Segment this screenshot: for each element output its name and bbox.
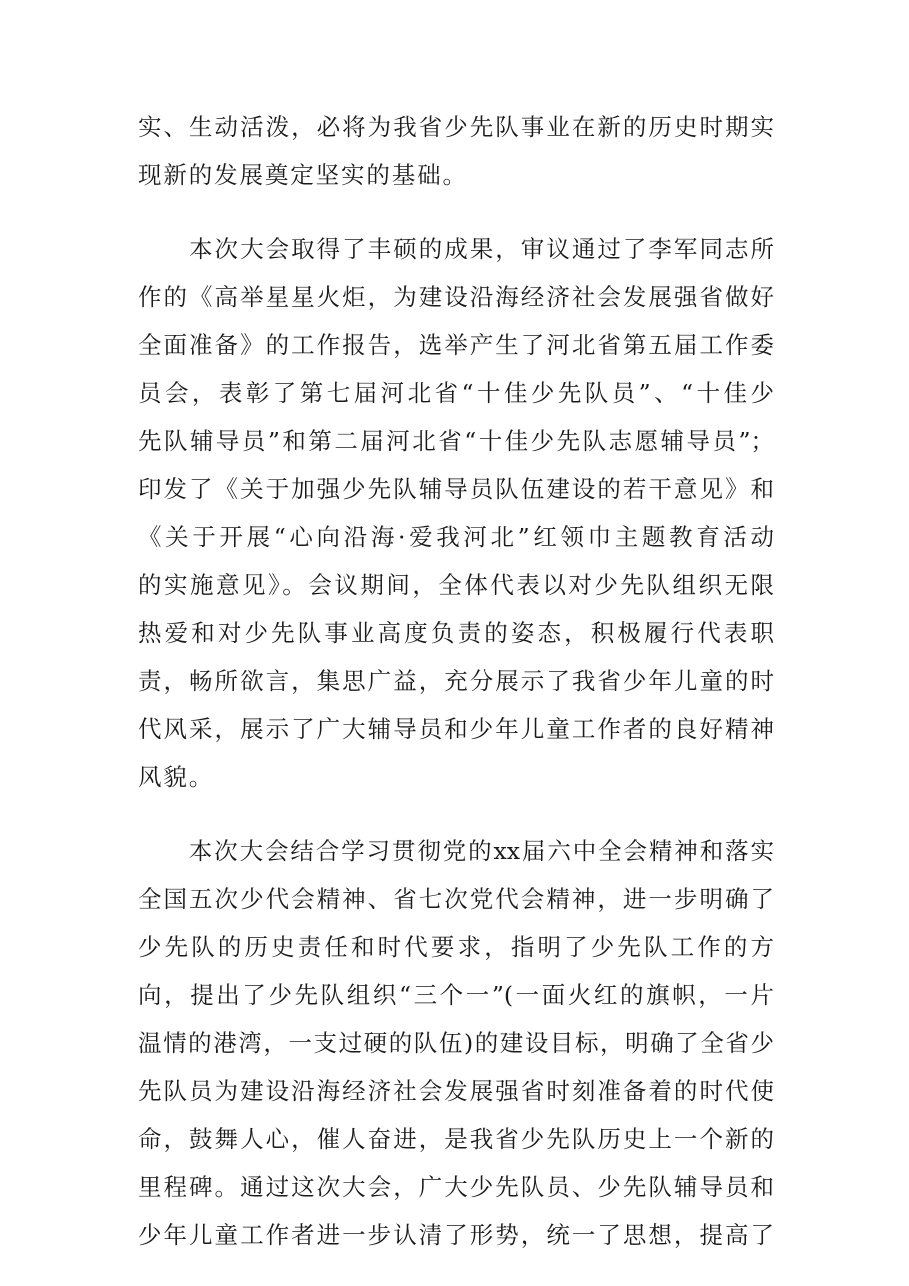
text-line: 员会，表彰了第七届河北省“十佳少先队员”、“十佳少 xyxy=(138,379,774,407)
text-line: 先队辅导员”和第二届河北省“十佳少先队志愿辅导员”； xyxy=(138,427,774,455)
text-line: 现新的发展奠定坚实的基础。 xyxy=(138,161,468,189)
text-line: 《关于开展“心向沿海·爱我河北”红领巾主题教育活动 xyxy=(138,523,774,551)
text-line: 全国五次少代会精神、省七次党代会精神，进一步明确了 xyxy=(138,885,774,913)
document-body xyxy=(138,103,774,1285)
paragraph-3 xyxy=(138,827,774,1259)
text-line: 本次大会结合学习贯彻党的xx届六中全会精神和落实 xyxy=(138,837,774,865)
text-line: 风貌。 xyxy=(138,763,215,791)
text-line: 少先队的历史责任和时代要求，指明了少先队工作的方 xyxy=(138,933,774,961)
text-line: 代风采，展示了广大辅导员和少年儿童工作者的良好精神 xyxy=(138,715,774,743)
text-line: 里程碑。通过这次大会，广大少先队员、少先队辅导员和 xyxy=(138,1173,774,1201)
paragraph-2 xyxy=(138,225,774,801)
text-line: 印发了《关于加强少先队辅导员队伍建设的若干意见》和 xyxy=(138,475,774,503)
text-line: 责，畅所欲言，集思广益，充分展示了我省少年儿童的时 xyxy=(138,667,774,695)
text-line: 少年儿童工作者进一步认清了形势，统一了思想，提高了 xyxy=(138,1221,774,1249)
text-line: 热爱和对少先队事业高度负责的姿态，积极履行代表职 xyxy=(138,619,774,647)
text-line: 先队员为建设沿海经济社会发展强省时刻准备着的时代使 xyxy=(138,1077,774,1105)
text-line: 本次大会取得了丰硕的成果，审议通过了李军同志所 xyxy=(138,235,774,263)
text-line: 温情的港湾，一支过硬的队伍)的建设目标，明确了全省少 xyxy=(138,1029,774,1057)
text-line: 全面准备》的工作报告，选举产生了河北省第五届工作委 xyxy=(138,331,774,359)
text-line: 向，提出了少先队组织“三个一”(一面火红的旗帜，一片 xyxy=(138,981,774,1009)
text-line: 作的《高举星星火炬，为建设沿海经济社会发展强省做好 xyxy=(138,283,774,311)
text-line: 命，鼓舞人心，催人奋进，是我省少先队历史上一个新的 xyxy=(138,1125,774,1153)
text-line: 实、生动活泼，必将为我省少先队事业在新的历史时期实 xyxy=(138,113,774,141)
paragraph-1 xyxy=(138,103,774,199)
text-line: 的实施意见》。会议期间，全体代表以对少先队组织无限 xyxy=(138,571,774,599)
